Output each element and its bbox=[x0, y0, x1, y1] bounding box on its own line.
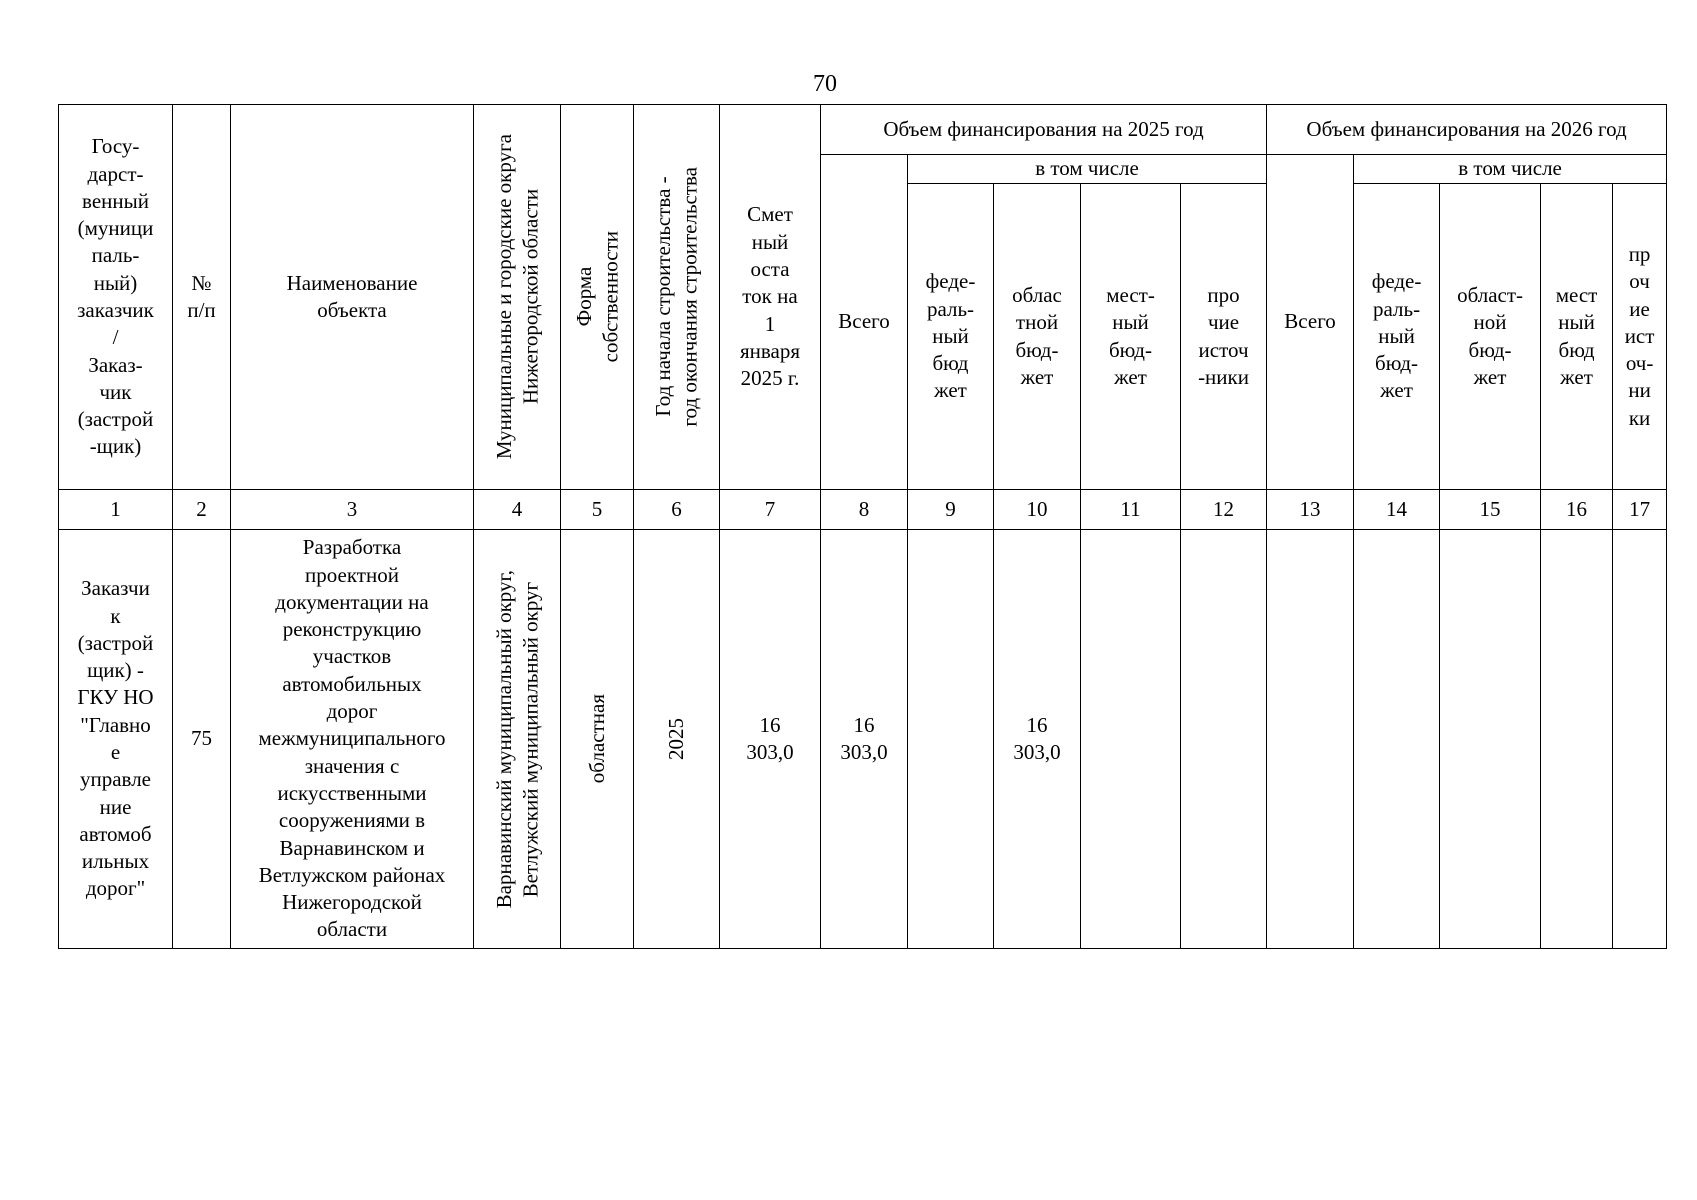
header-funding-2026: Объем финансирования на 2026 год bbox=[1267, 105, 1667, 155]
column-number: 2 bbox=[173, 490, 231, 530]
cell-total-2025: 16 303,0 bbox=[821, 530, 908, 949]
table-row bbox=[59, 530, 1667, 949]
column-number: 9 bbox=[908, 490, 994, 530]
header-regional-2025: облас тной бюд- жет bbox=[994, 184, 1081, 490]
cell-federal-2025 bbox=[908, 530, 994, 949]
header-regional-2026: област- ной бюд- жет bbox=[1440, 184, 1541, 490]
column-number: 13 bbox=[1267, 490, 1354, 530]
header-federal-2025: феде- раль- ный бюд жет bbox=[908, 184, 994, 490]
cell-other-2025 bbox=[1181, 530, 1267, 949]
column-number: 15 bbox=[1440, 490, 1541, 530]
cell-number: 75 bbox=[173, 530, 231, 949]
column-number: 4 bbox=[474, 490, 561, 530]
header-total-2025: Всего bbox=[821, 155, 908, 490]
column-number: 10 bbox=[994, 490, 1081, 530]
column-number: 8 bbox=[821, 490, 908, 530]
header-other-2025: про чие источ -ники bbox=[1181, 184, 1267, 490]
header-districts: Муниципальные и городские округа Нижегородской области bbox=[474, 105, 561, 490]
column-number: 11 bbox=[1081, 490, 1181, 530]
column-number: 14 bbox=[1354, 490, 1440, 530]
page-number: 70 bbox=[813, 71, 837, 97]
header-years: Год начала строительства - год окончания строительства bbox=[634, 105, 720, 490]
cell-ownership: областная bbox=[561, 530, 634, 949]
construction-budget-table bbox=[58, 104, 1667, 949]
header-including-2025: в том числе bbox=[908, 155, 1267, 184]
cell-local-2025 bbox=[1081, 530, 1181, 949]
header-local-2026: мест ный бюд жет bbox=[1541, 184, 1613, 490]
header-ownership: Форма собственности bbox=[561, 105, 634, 490]
cell-federal-2026 bbox=[1354, 530, 1440, 949]
cell-years: 2025 bbox=[634, 530, 720, 949]
cell-customer: Заказчи к (застрой щик) - ГКУ НО "Главно е управле ние автомоб ильных дорог" bbox=[59, 530, 173, 949]
cell-estimate: 16 303,0 bbox=[720, 530, 821, 949]
column-number: 12 bbox=[1181, 490, 1267, 530]
cell-regional-2026 bbox=[1440, 530, 1541, 949]
cell-regional-2025: 16 303,0 bbox=[994, 530, 1081, 949]
column-number: 6 bbox=[634, 490, 720, 530]
header-federal-2026: феде- раль- ный бюд- жет bbox=[1354, 184, 1440, 490]
header-object-name: Наименование объекта bbox=[231, 105, 474, 490]
header-funding-2025: Объем финансирования на 2025 год bbox=[821, 105, 1267, 155]
column-number: 7 bbox=[720, 490, 821, 530]
column-number: 5 bbox=[561, 490, 634, 530]
cell-object-name: Разработка проектной документации на реконструкцию участков автомобильных дорог межмуниципального значения с искусственными сооружениями в Варнавинском и Ветлужском районах Нижегородской области bbox=[231, 530, 474, 949]
column-number: 17 bbox=[1613, 490, 1667, 530]
header-customer: Госу- дарст- венный (муници паль- ный) заказчик / Заказ- чик (застрой -щик) bbox=[59, 105, 173, 490]
cell-districts: Варнавинский муниципальный округ, Ветлужский муниципальный округ bbox=[474, 530, 561, 949]
header-local-2025: мест- ный бюд- жет bbox=[1081, 184, 1181, 490]
header-including-2026: в том числе bbox=[1354, 155, 1667, 184]
header-total-2026: Всего bbox=[1267, 155, 1354, 490]
header-number: № п/п bbox=[173, 105, 231, 490]
header-other-2026: пр оч ие ист оч- ни ки bbox=[1613, 184, 1667, 490]
cell-total-2026 bbox=[1267, 530, 1354, 949]
column-number-row bbox=[59, 490, 1667, 530]
header-estimate: Смет ный оста ток на 1 января 2025 г. bbox=[720, 105, 821, 490]
column-number: 3 bbox=[231, 490, 474, 530]
cell-other-2026 bbox=[1613, 530, 1667, 949]
column-number: 1 bbox=[59, 490, 173, 530]
cell-local-2026 bbox=[1541, 530, 1613, 949]
column-number: 16 bbox=[1541, 490, 1613, 530]
